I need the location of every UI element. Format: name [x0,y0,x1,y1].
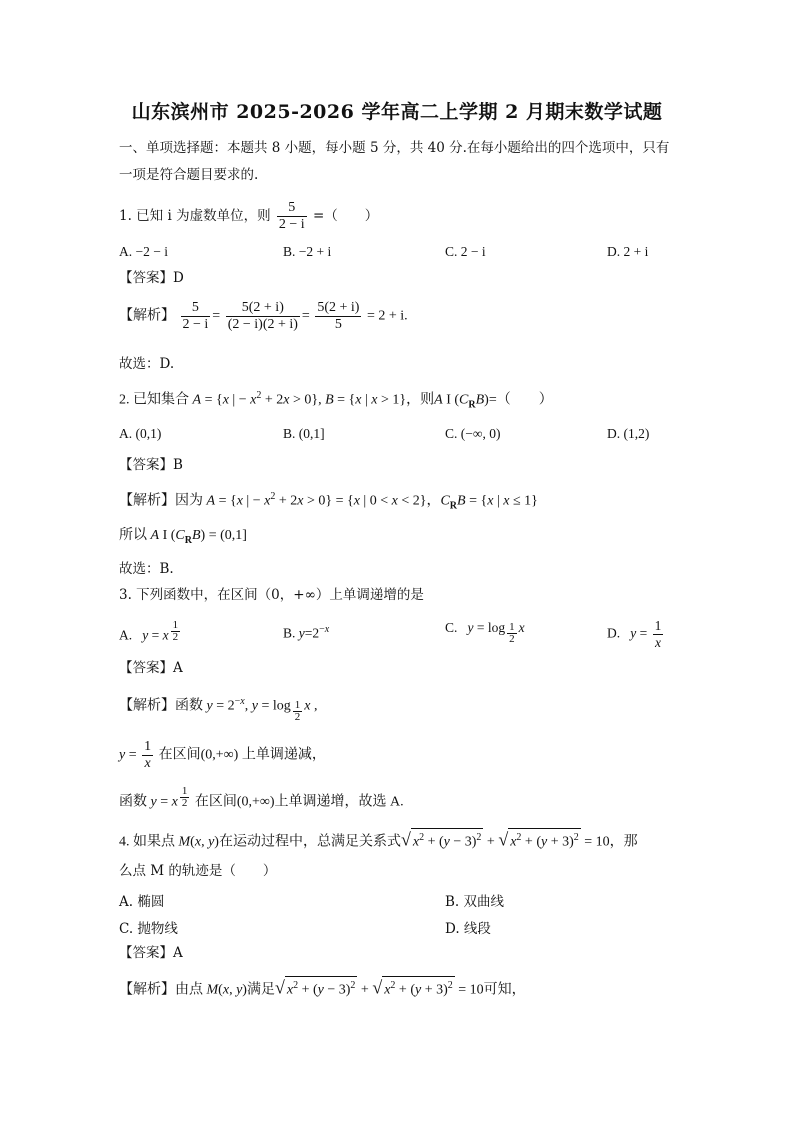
section-instructions-line2: 一项是符合题目要求的. [119,167,259,183]
q3-line3-text: 在区间(0,+∞)上单调递增，故选 A. [194,794,404,810]
q1-conclusion: 故选：D. [119,356,175,372]
q2-stem: 2. 已知集合 A = {x | − $x^2 + 2x > 0$}, B = {x | x > 1}，则A I $(C_RB)=$（ ） [119,390,553,411]
q2-stem-prefix: 2. 已知集合 [119,392,189,408]
q4-stem-prefix: 4. 如果点 [119,834,175,850]
q1-analysis-label: 【解析】 [119,308,175,324]
q3-analysis-line2: y = $\frac{1}{x}$ 在区间(0,+∞) 上单调递减， [119,739,326,771]
q1-analysis-frac2: $\frac{5(2 + i)}{(2 - i)(2 + i)}$ [227,300,298,332]
q2-conclusion: 故选：B. [119,561,174,577]
q3-option-d: D. y = $\frac{1}{x}$ [607,618,662,650]
q1-fraction [277,200,307,233]
q3-line3-prefix: 函数 [119,794,147,810]
q4-stem-line2: 么点 M 的轨迹是（ ） [119,863,277,879]
q3-option-c: C. y = log $_{\frac{1}{2}}$ x [445,620,525,645]
q4-stem-suffix: ，那 [609,834,638,850]
q2-option-b: B. (0,1] [283,426,325,441]
q4-option-b: B. 双曲线 [445,894,505,910]
q1-option-b: B. −2 + i [283,244,332,259]
q4-analysis-label: 【解析】由点 [119,982,203,998]
q4-option-a: A. 椭圆 [119,894,165,910]
q2-analysis: 【解析】因为 A = {x | − $x^2 + 2x > 0\} = \{x$ | 0 < x < 2}，$C_RB = \{x$ | x ≤ 1} [119,491,538,512]
q3-analysis-label: 【解析】函数 [119,698,203,714]
q3-option-b: B. $y=2^{-x}$ [283,624,330,641]
q1-analysis-frac1: $\frac{5}{2 - i}$ [182,300,209,332]
q1-stem-prefix: 1. 已知 i 为虚数单位，则 [119,208,271,224]
q3-analysis-line3: 函数 y = x $^{\frac{1}{2}}$ 在区间(0,+∞)上单调递增，故选 A. [119,785,404,810]
q1-stem-suffix: =（ ） [312,208,379,224]
q4-answer: 【答案】A [119,945,183,961]
q2-answer: 【答案】B [119,457,183,473]
q1-analysis-tail: = 2 + i. [366,308,408,324]
q3-analysis-line1: 【解析】函数 $y = 2^{-x}$, y = log $_{\frac{1}{2}}$ x , [119,696,318,723]
q2-option-d: D. (1,2) [607,426,650,441]
q4-stem: 4. 如果点 M(x, y)在运动过程中，总满足关系式√ $x^2 + (y - 3)^2$ + √ $x^2 + (y + 3)^2 = 10$，那 [119,829,638,850]
q4-option-c: C. 抛物线 [119,921,178,937]
q4-analysis-mid: 满足 [246,982,275,998]
q2-analysis-label: 【解析】因为 [119,493,203,509]
q1-option-d: D. 2 + i [607,244,649,259]
q2-so-line: 所以 A I $(C_RB) = (0,1]$ [119,528,247,546]
q4-option-d: D. 线段 [445,921,491,937]
q1-option-a: A. −2 − i [119,244,168,259]
q1-option-c: C. 2 − i [445,244,486,259]
q3-option-a: A. y = x $^{\frac{1}{2}}$ [119,619,179,643]
q4-analysis-tail: 可知， [483,982,526,998]
q1-analysis-frac3: $\frac{5(2 + i)}{5}$ [317,300,360,332]
q2-stem-suffix: =（ ） [488,392,553,408]
q1-frac-num: 5 [277,200,307,217]
q2-option-c: C. (−∞, 0) [445,426,501,441]
q3-stem: 3. 下列函数中，在区间（0，+∞）上单调递增的是 [119,587,424,603]
section-instructions-line1: 一、单项选择题：本题共 8 小题，每小题 5 分，共 40 分.在每小题给出的四个选项中，只有 [119,140,670,156]
page-title: 山东滨州市 2025-2026 学年高二上学期 2 月期末数学试题 [131,101,663,123]
q1-answer: 【答案】D [119,270,184,286]
q3-line2-text: 在区间(0,+∞) 上单调递减， [158,747,326,763]
q1-stem [119,200,378,233]
q3-answer: 【答案】A [119,660,183,676]
q1-frac-den: 2 − i [278,217,305,232]
q4-analysis: 【解析】由点 M(x, y)满足√ $x^2 + (y - 3)^2$ + √ $x^2 + (y + 3)^2 = 10$可知， [119,977,526,998]
q2-option-a: A. (0,1) [119,426,162,441]
q2-stem-mid: ，则 [406,392,435,408]
q2-so-prefix: 所以 [119,528,147,543]
q4-stem-mid: 在运动过程中，总满足关系式 [218,834,401,850]
q1-analysis: 【解析】 $\frac{5}{2 - i}$ = $\frac{5(2 + i)}{(2 - i)(2 + i)}$ = $\frac{5(2 + i)}{5}$ = 2 + i. [119,300,408,332]
